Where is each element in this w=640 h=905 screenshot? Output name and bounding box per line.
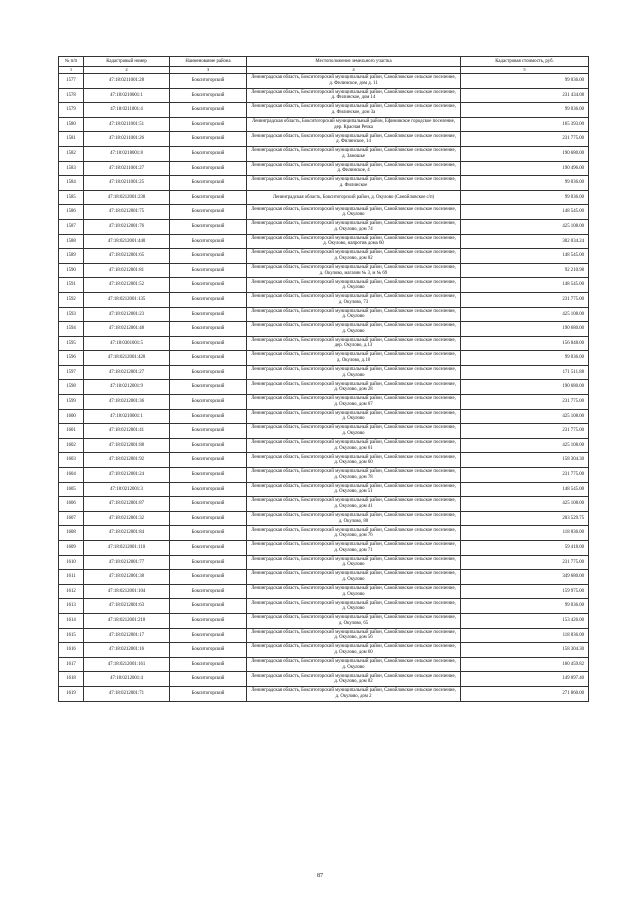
cadastral-number: 47:18:0212001:238: [84, 190, 170, 205]
district-name: Бокситогорский: [170, 497, 247, 512]
district-name: Бокситогорский: [170, 103, 247, 118]
row-number: 1613: [59, 599, 84, 614]
cadastral-number: 47:18:0212001:65: [84, 249, 170, 264]
land-plot-location: Ленинградская область, Бокситогорский муниципальный район, Самойловское сельское поселение, д. Окулово: [247, 365, 461, 380]
land-plot-location: Ленинградская область, Бокситогорский муниципальный район, Самойловское сельское поселение, д. Окулово: [247, 205, 461, 220]
land-plot-location: Ленинградская область, Бокситогорский муниципальный район, Самойловское сельское поселение, д. Окулово: [247, 424, 461, 439]
cadastral-value: 231 775.00: [461, 395, 589, 410]
cadastral-number: 47:18:0210001:1: [84, 409, 170, 424]
cadastral-value: 165 393.00: [461, 117, 589, 132]
table-row: [59, 482, 589, 497]
table-row: [59, 365, 589, 380]
district-name: Бокситогорский: [170, 453, 247, 468]
table-row: [59, 672, 589, 687]
cadastral-number: 47:18:0211001:4: [84, 103, 170, 118]
cadastral-number: 47:18:0212001:75: [84, 205, 170, 220]
row-number: 1599: [59, 395, 84, 410]
cadastral-number: 47:18:0212001:77: [84, 555, 170, 570]
row-number: 1614: [59, 613, 84, 628]
row-number: 1601: [59, 424, 84, 439]
cadastral-value: 231 775.00: [461, 292, 589, 307]
header-cadastral-value: Кадастровая стоимость, руб.: [461, 57, 589, 67]
table-row: [59, 103, 589, 118]
cadastral-value: 425 108.00: [461, 497, 589, 512]
table-row: [59, 307, 589, 322]
row-number: 1591: [59, 278, 84, 293]
cadastral-number: 47:18:0212001:32: [84, 511, 170, 526]
land-plot-location: Ленинградская область, Бокситогорский муниципальный район, Самойловское сельское поселение, д. Окулово, дом 82: [247, 249, 461, 264]
land-plot-location: Ленинградская область, Бокситогорский район, д. Окулово (Самойловское с/п): [247, 190, 461, 205]
land-plot-location: Ленинградская область, Бокситогорский муниципальный район, Самойловское сельское поселение, д. Окулово, напротив дома 60: [247, 234, 461, 249]
cadastral-value: 231 775.00: [461, 132, 589, 147]
district-name: Бокситогорский: [170, 88, 247, 103]
cadastral-value: 99 036.00: [461, 351, 589, 366]
cadastral-number: 47:18:0212001:9: [84, 380, 170, 395]
cadastral-number: 47:18:0212001:41: [84, 424, 170, 439]
cadastral-value: 425 108.00: [461, 438, 589, 453]
table-row: [59, 322, 589, 337]
land-plot-location: Ленинградская область, Бокситогорский муниципальный район, Самойловское сельское поселение, д. Окулово: [247, 570, 461, 585]
land-plot-location: Ленинградская область, Бокситогорский муниципальный район, Самойловское сельское поселение, д. Окулово, дом 28: [247, 380, 461, 395]
land-plot-location: Ленинградская область, Бокситогорский муниципальный район, Самойловское сельское поселение, д. Окулово: [247, 409, 461, 424]
table-row: [59, 336, 589, 351]
district-name: Бокситогорский: [170, 541, 247, 556]
cadastral-number: 47:18:0212001:63: [84, 599, 170, 614]
district-name: Бокситогорский: [170, 365, 247, 380]
cadastral-value: 158 304.30: [461, 643, 589, 658]
land-plot-location: Ленинградская область, Бокситогорский муниципальный район, Самойловское сельское поселение, д. Окулово, дом 56: [247, 628, 461, 643]
row-number: 1612: [59, 584, 84, 599]
land-plot-location: Ленинградская область, Бокситогорский муниципальный район, Самойловское сельское поселение, д. Окулово, дом 51: [247, 482, 461, 497]
cadastral-value: 190 680.00: [461, 380, 589, 395]
cadastral-number: 47:18:0211001:28: [84, 74, 170, 89]
cadastral-number: 47:18:0212001:440: [84, 234, 170, 249]
table-row: [59, 409, 589, 424]
row-number: 1590: [59, 263, 84, 278]
district-name: Бокситогорский: [170, 307, 247, 322]
land-plot-location: Ленинградская область, Бокситогорский муниципальный район, Самойловское сельское поселение, д. Филинское: [247, 176, 461, 191]
cadastral-number: 47:18:0218001:8: [84, 146, 170, 161]
table-row: [59, 468, 589, 483]
row-number: 1583: [59, 161, 84, 176]
district-name: Бокситогорский: [170, 132, 247, 147]
table-row: [59, 161, 589, 176]
cadastral-value: 118 836.00: [461, 526, 589, 541]
table-row: [59, 555, 589, 570]
cadastral-number: 47:18:0212001:71: [84, 686, 170, 701]
table-row: [59, 263, 589, 278]
table-row: [59, 599, 589, 614]
district-name: Бокситогорский: [170, 322, 247, 337]
land-plot-location: Ленинградская область, Бокситогорский муниципальный район, Самойловское сельское поселение, д. Окулово, д.18: [247, 351, 461, 366]
cadastral-number: 47:18:0212001:36: [84, 395, 170, 410]
district-name: Бокситогорский: [170, 526, 247, 541]
land-plot-location: Ленинградская область, Бокситогорский муниципальный район, Самойловское сельское поселение, д. Окулово, дом 60: [247, 643, 461, 658]
row-number: 1618: [59, 672, 84, 687]
cadastral-value: 231 775.00: [461, 468, 589, 483]
cadastral-number: 47:18:0212001:81: [84, 263, 170, 278]
row-number: 1607: [59, 511, 84, 526]
land-plot-location: Ленинградская область, Бокситогорский муниципальный район, Самойловское сельское поселение, д. Окулово: [247, 278, 461, 293]
column-index: 5: [461, 67, 589, 74]
land-plot-location: Ленинградская область, Бокситогорский муниципальный район, Самойловское сельское поселение, д. Окулово, дом 76: [247, 526, 461, 541]
district-name: Бокситогорский: [170, 438, 247, 453]
row-number: 1582: [59, 146, 84, 161]
cadastral-value: 99 036.00: [461, 599, 589, 614]
cadastral-value: 190 496.00: [461, 161, 589, 176]
land-plot-location: Ленинградская область, Бокситогорский муниципальный район, Самойловское сельское поселение, д. Окулово: [247, 555, 461, 570]
row-number: 1604: [59, 468, 84, 483]
land-plot-location: Ленинградская область, Бокситогорский муниципальный район, Самойловское сельское поселение, д. Окулово, дом 60: [247, 453, 461, 468]
cadastral-value: 148 545.00: [461, 278, 589, 293]
row-number: 1616: [59, 643, 84, 658]
land-plot-location: Ленинградская область, Бокситогорский муниципальный район, Самойловское сельское поселение, д. Окулово, дом 61: [247, 438, 461, 453]
cadastral-value: 153 426.00: [461, 613, 589, 628]
cadastral-value: 160 459.82: [461, 657, 589, 672]
cadastral-value-table: [58, 56, 589, 702]
row-number: 1619: [59, 686, 84, 701]
cadastral-number: 47:18:0212001:24: [84, 468, 170, 483]
row-number: 1606: [59, 497, 84, 512]
district-name: Бокситогорский: [170, 628, 247, 643]
column-index: 4: [247, 67, 461, 74]
cadastral-value: 171 511.88: [461, 365, 589, 380]
table-row: [59, 146, 589, 161]
row-number: 1602: [59, 438, 84, 453]
cadastral-value: 149 097.40: [461, 672, 589, 687]
table-row: [59, 438, 589, 453]
district-name: Бокситогорский: [170, 161, 247, 176]
district-name: Бокситогорский: [170, 380, 247, 395]
land-plot-location: Ленинградская область, Бокситогорский муниципальный район, Самойловское сельское поселение, д. Окулово, дом 71: [247, 541, 461, 556]
row-number: 1593: [59, 307, 84, 322]
cadastral-number: 47:18:0211001:26: [84, 132, 170, 147]
district-name: Бокситогорский: [170, 424, 247, 439]
row-number: 1586: [59, 205, 84, 220]
header-number: № п/п: [59, 57, 84, 67]
district-name: Бокситогорский: [170, 263, 247, 278]
district-name: Бокситогорский: [170, 205, 247, 220]
land-plot-location: Ленинградская область, Бокситогорский муниципальный район, Самойловское сельское поселение, д. Филинское, дом 3а: [247, 103, 461, 118]
table-row: [59, 205, 589, 220]
district-name: Бокситогорский: [170, 468, 247, 483]
row-number: 1595: [59, 336, 84, 351]
cadastral-number: 47:18:0212001:17: [84, 628, 170, 643]
cadastral-value: 92 210.98: [461, 263, 589, 278]
land-plot-location: Ленинградская область, Бокситогорский муниципальный район, Самойловское сельское поселение, д. Окулово: [247, 599, 461, 614]
row-number: 1610: [59, 555, 84, 570]
table-row: [59, 249, 589, 264]
land-plot-location: Ленинградская область, Бокситогорский муниципальный район, Самойловское сельское поселение, д. Окулово, дом 78: [247, 468, 461, 483]
cadastral-value: 425 108.00: [461, 409, 589, 424]
row-number: 1597: [59, 365, 84, 380]
row-number: 1600: [59, 409, 84, 424]
row-number: 1589: [59, 249, 84, 264]
cadastral-value: 231 775.00: [461, 555, 589, 570]
cadastral-value: 118 836.00: [461, 628, 589, 643]
cadastral-number: 47:18:0211001:25: [84, 176, 170, 191]
cadastral-number: 47:18:0212001:428: [84, 351, 170, 366]
cadastral-value: 99 036.00: [461, 74, 589, 89]
cadastral-value: 203 529.75: [461, 511, 589, 526]
table-row: [59, 511, 589, 526]
row-number: 1577: [59, 74, 84, 89]
cadastral-value: 271 860.00: [461, 686, 589, 701]
cadastral-number: 47:18:0212001:76: [84, 219, 170, 234]
cadastral-value: 156 848.00: [461, 336, 589, 351]
table-row: [59, 292, 589, 307]
district-name: Бокситогорский: [170, 336, 247, 351]
district-name: Бокситогорский: [170, 584, 247, 599]
district-name: Бокситогорский: [170, 234, 247, 249]
row-number: 1605: [59, 482, 84, 497]
land-plot-location: Ленинградская область, Бокситогорский муниципальный район, Самойловское сельское поселение, д. Окулово: [247, 584, 461, 599]
table-row: [59, 74, 589, 89]
district-name: Бокситогорский: [170, 643, 247, 658]
header-location: Местоположение земельного участка: [247, 57, 461, 67]
table-row: [59, 88, 589, 103]
cadastral-number: 47:18:0212001:16: [84, 643, 170, 658]
district-name: Бокситогорский: [170, 482, 247, 497]
cadastral-number: 47:18:0212001:87: [84, 497, 170, 512]
district-name: Бокситогорский: [170, 351, 247, 366]
row-number: 1594: [59, 322, 84, 337]
table-row: [59, 526, 589, 541]
district-name: Бокситогорский: [170, 278, 247, 293]
cadastral-value: 425 108.00: [461, 307, 589, 322]
land-plot-location: Ленинградская область, Бокситогорский муниципальный район, Самойловское сельское поселение, д. Филинское, 14: [247, 132, 461, 147]
table-header-row: [59, 57, 589, 67]
cadastral-number: 47:18:0212001:27: [84, 365, 170, 380]
land-plot-location: Ленинградская область, Бокситогорский муниципальный район, Самойловское сельское поселение, д. Окулово: [247, 322, 461, 337]
district-name: Бокситогорский: [170, 292, 247, 307]
row-number: 1579: [59, 103, 84, 118]
cadastral-value: 159 975.00: [461, 584, 589, 599]
land-plot-location: Ленинградская область, Бокситогорский муниципальный район, Ефимовское городское поселение, дер. Красная Речка: [247, 117, 461, 132]
cadastral-number: 47:18:0212001:161: [84, 657, 170, 672]
district-name: Бокситогорский: [170, 672, 247, 687]
land-plot-location: Ленинградская область, Бокситогорский муниципальный район, Самойловское сельское поселение, д. Окулово: [247, 307, 461, 322]
row-number: 1592: [59, 292, 84, 307]
land-plot-location: Ленинградская область, Бокситогорский муниципальный район, Самойловское сельское поселение, д. Окулово, дом 82: [247, 672, 461, 687]
row-number: 1580: [59, 117, 84, 132]
row-number: 1584: [59, 176, 84, 191]
district-name: Бокситогорский: [170, 74, 247, 89]
district-name: Бокситогорский: [170, 176, 247, 191]
column-index-row: [59, 67, 589, 74]
cadastral-value: 302 034.24: [461, 234, 589, 249]
table-row: [59, 351, 589, 366]
table-row: [59, 628, 589, 643]
row-number: 1578: [59, 88, 84, 103]
cadastral-value: 99 036.00: [461, 176, 589, 191]
cadastral-number: 47:18:0212001:135: [84, 292, 170, 307]
cadastral-value: 148 545.00: [461, 205, 589, 220]
district-name: Бокситогорский: [170, 190, 247, 205]
cadastral-value: 59 418.00: [461, 541, 589, 556]
cadastral-value: 349 680.00: [461, 570, 589, 585]
column-index: 3: [170, 67, 247, 74]
table-row: [59, 453, 589, 468]
land-plot-location: Ленинградская область, Бокситогорский муниципальный район, Самойловское сельское поселение, д. Окулово, дом 41: [247, 497, 461, 512]
cadastral-value: 99 036.00: [461, 190, 589, 205]
cadastral-value: 158 304.30: [461, 453, 589, 468]
row-number: 1588: [59, 234, 84, 249]
district-name: Бокситогорский: [170, 657, 247, 672]
table-row: [59, 278, 589, 293]
header-district: Наименование района: [170, 57, 247, 67]
land-plot-location: Ленинградская область, Бокситогорский муниципальный район, Самойловское сельское поселение, д. Замошье: [247, 146, 461, 161]
cadastral-value: 231 434.08: [461, 88, 589, 103]
header-cadastral-number: Кадастровый номер: [84, 57, 170, 67]
table-row: [59, 424, 589, 439]
land-plot-location: Ленинградская область, Бокситогорский муниципальный район, Самойловское сельское поселение, д. Окулово, дом 67: [247, 395, 461, 410]
row-number: 1585: [59, 190, 84, 205]
cadastral-number: 47:18:0212001:110: [84, 541, 170, 556]
district-name: Бокситогорский: [170, 570, 247, 585]
row-number: 1611: [59, 570, 84, 585]
table-row: [59, 176, 589, 191]
cadastral-value: 190 680.00: [461, 146, 589, 161]
table-row: [59, 117, 589, 132]
row-number: 1587: [59, 219, 84, 234]
cadastral-number: 47:18:0211001:51: [84, 117, 170, 132]
table-row: [59, 584, 589, 599]
cadastral-value: 99 036.00: [461, 103, 589, 118]
district-name: Бокситогорский: [170, 117, 247, 132]
district-name: Бокситогорский: [170, 511, 247, 526]
land-plot-location: Ленинградская область, Бокситогорский муниципальный район, Самойловское сельское поселение, д. Окулово, 73: [247, 292, 461, 307]
row-number: 1609: [59, 541, 84, 556]
table-row: [59, 234, 589, 249]
cadastral-number: 47:18:0212001:52: [84, 278, 170, 293]
table-row: [59, 613, 589, 628]
cadastral-number: 47:18:0212001:4: [84, 672, 170, 687]
row-number: 1608: [59, 526, 84, 541]
cadastral-number: 47:18:0212001:23: [84, 307, 170, 322]
table-row: [59, 132, 589, 147]
row-number: 1603: [59, 453, 84, 468]
land-plot-location: Ленинградская область, Бокситогорский муниципальный район, Самойловское сельское поселение, дер. Окулово, д.13: [247, 336, 461, 351]
land-plot-location: Ленинградская область, Бокситогорский муниципальный район, Самойловское сельское поселение, д. Окулово, дом 2: [247, 686, 461, 701]
cadastral-value: 190 680.00: [461, 322, 589, 337]
cadastral-value: 148 545.00: [461, 482, 589, 497]
land-plot-location: Ленинградская область, Бокситогорский муниципальный район, Самойловское сельское поселение, д. Окулово: [247, 657, 461, 672]
column-index: 1: [59, 67, 84, 74]
district-name: Бокситогорский: [170, 686, 247, 701]
cadastral-number: 47:18:0212001:92: [84, 453, 170, 468]
row-number: 1617: [59, 657, 84, 672]
cadastral-value: 148 545.00: [461, 249, 589, 264]
district-name: Бокситогорский: [170, 409, 247, 424]
land-plot-location: Ленинградская область, Бокситогорский муниципальный район, Самойловское сельское поселение, д. Окулово, дом 74: [247, 219, 461, 234]
land-plot-location: Ленинградская область, Бокситогорский муниципальный район, Самойловское сельское поселение, д. Филинское, дом 14: [247, 88, 461, 103]
cadastral-number: 47:18:0212001:88: [84, 438, 170, 453]
cadastral-number: 47:18:0212001:218: [84, 613, 170, 628]
land-plot-location: Ленинградская область, Бокситогорский муниципальный район, Самойловское сельское поселение, д. Филинское, дом д. 11: [247, 74, 461, 89]
table-row: [59, 497, 589, 512]
table-row: [59, 541, 589, 556]
cadastral-number: 47:18:0212001:38: [84, 570, 170, 585]
land-plot-location: Ленинградская область, Бокситогорский муниципальный район, Самойловское сельское поселение, д. Филинское, 4: [247, 161, 461, 176]
table-row: [59, 643, 589, 658]
land-plot-location: Ленинградская область, Бокситогорский муниципальный район, Самойловское сельское поселение, д. Окулово, 65: [247, 613, 461, 628]
row-number: 1615: [59, 628, 84, 643]
cadastral-number: 47:18:0301001:5: [84, 336, 170, 351]
row-number: 1598: [59, 380, 84, 395]
land-plot-location: Ленинградская область, Бокситогорский муниципальный район, Самойловское сельское поселение, д. Окулово, 80: [247, 511, 461, 526]
column-index: 2: [84, 67, 170, 74]
cadastral-number: 47:18:0212001:84: [84, 526, 170, 541]
table-row: [59, 395, 589, 410]
cadastral-number: 47:18:0210001:1: [84, 88, 170, 103]
table-row: [59, 686, 589, 701]
district-name: Бокситогорский: [170, 395, 247, 410]
cadastral-number: 47:18:0212001:48: [84, 322, 170, 337]
district-name: Бокситогорский: [170, 599, 247, 614]
table-row: [59, 657, 589, 672]
table-row: [59, 380, 589, 395]
cadastral-number: 47:18:0212001:3: [84, 482, 170, 497]
cadastral-number: 47:18:0212001:104: [84, 584, 170, 599]
district-name: Бокситогорский: [170, 219, 247, 234]
table-row: [59, 190, 589, 205]
table-row: [59, 219, 589, 234]
district-name: Бокситогорский: [170, 146, 247, 161]
row-number: 1596: [59, 351, 84, 366]
district-name: Бокситогорский: [170, 555, 247, 570]
land-plot-location: Ленинградская область, Бокситогорский муниципальный район, Самойловское сельское поселение, д. Окулово, магазин № 3, м № 69: [247, 263, 461, 278]
row-number: 1581: [59, 132, 84, 147]
district-name: Бокситогорский: [170, 613, 247, 628]
cadastral-value: 231 775.00: [461, 424, 589, 439]
page-number: 87: [317, 873, 323, 879]
cadastral-number: 47:18:0211001:27: [84, 161, 170, 176]
district-name: Бокситогорский: [170, 249, 247, 264]
cadastral-value: 425 108.00: [461, 219, 589, 234]
table-row: [59, 570, 589, 585]
